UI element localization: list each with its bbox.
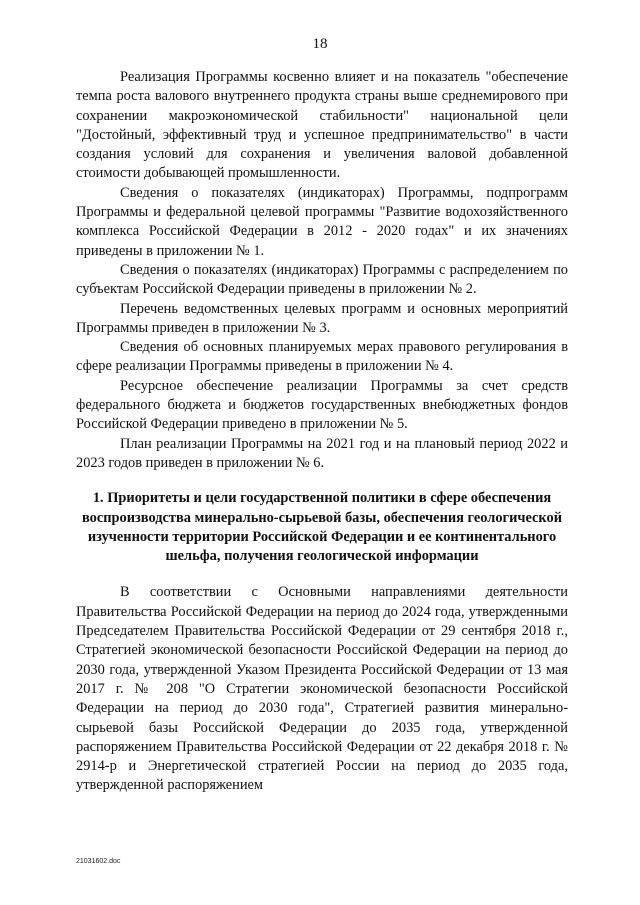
- paragraph: Сведения о показателях (индикаторах) Программы, подпрограмм Программы и федеральной целевой программы "Развитие водохозяйственного комплекса Российской Федерации в 2012 - 2020 годах" и их значениях приведены в приложении № 1.: [76, 184, 568, 259]
- section-heading: 1. Приоритеты и цели государственной политики в сфере обеспечения воспроизводства минерально-сырьевой базы, обеспечения геологической изученности территории Российской Федерации и ее континентального шельфа, получения геологической информации: [81, 490, 563, 565]
- paragraph: Сведения о показателях (индикаторах) Программы с распределением по субъектам Российской Федерации приведены в приложении № 2.: [76, 261, 568, 298]
- paragraph: Ресурсное обеспечение реализации Программы за счет средств федерального бюджета и бюджетов государственных внебюджетных фондов Российской Федерации приведено в приложении № 5.: [76, 377, 568, 433]
- document-body: [76, 68, 568, 796]
- paragraph: Реализация Программы косвенно влияет и на показатель "обеспечение темпа роста валового внутреннего продукта страны выше среднемирового при сохранении макроэкономической стабильности" национальной цели "Достойный, эффективный труд и успешное предпринимательство" в части создания условий для сохранения и увеличения валовой добавленной стоимости добывающей промышленности.: [76, 69, 568, 182]
- paragraph: В соответствии с Основными направлениями деятельности Правительства Российской Федерации на период до 2024 года, утвержденными Председателем Правительства Российской Федерации от 29 сентября 2018 г., Стратегией экономической безопасности Российской Федерации на период до 2030 года, утвержденной Указом Президента Российской Федерации от 13 мая 2017 г. № 208 "О Стратегии экономической безопасности Российской Федерации на период до 2030 года", Стратегией развития минерально-сырьевой базы Российской Федерации до 2035 года, утвержденной распоряжением Правительства Российской Федерации от 22 декабря 2018 г. № 2914-р и Энергетической стратегией России на период до 2035 года, утвержденной распоряжением: [76, 584, 568, 794]
- paragraph: План реализации Программы на 2021 год и на плановый период 2022 и 2023 годов приведен в приложении № 6.: [76, 435, 568, 471]
- file-name-footer: 21031602.doc: [76, 858, 121, 865]
- paragraph: Сведения об основных планируемых мерах правового регулирования в сфере реализации Программы приведены в приложении № 4.: [76, 339, 568, 375]
- paragraph: Перечень ведомственных целевых программ и основных мероприятий Программы приведен в приложении № 3.: [76, 300, 568, 336]
- page-number: 18: [312, 36, 328, 52]
